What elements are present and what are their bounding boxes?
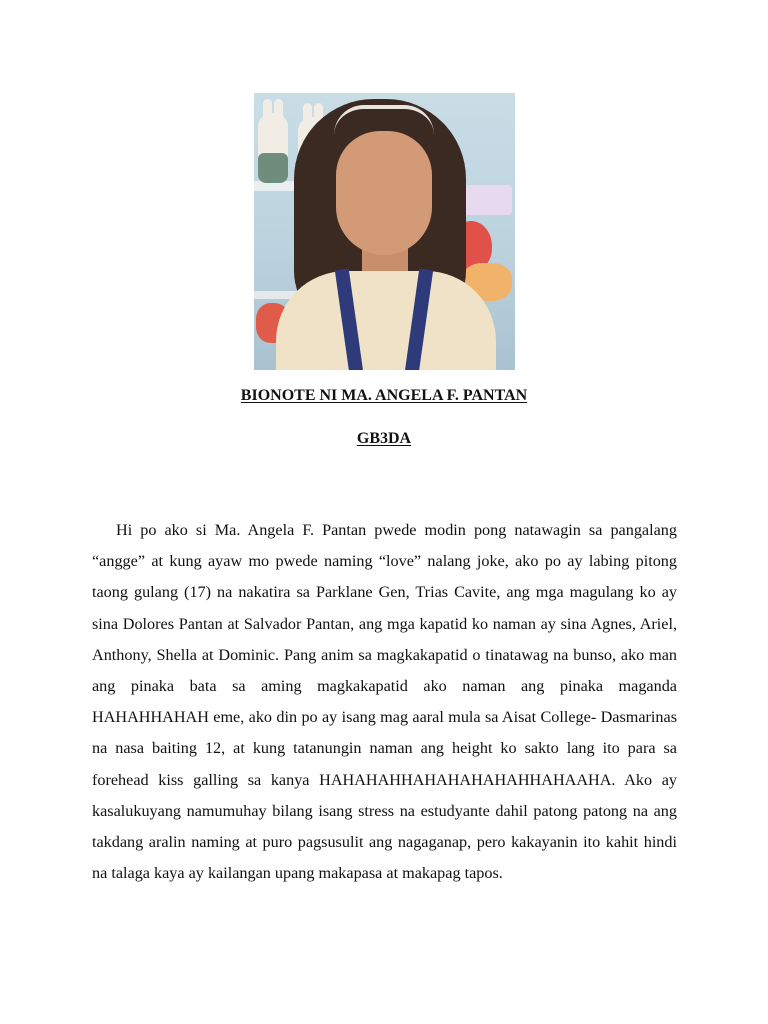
photo-hairband (334, 105, 434, 135)
document-subtitle: GB3DA (356, 430, 412, 447)
document-title: BIONOTE NI MA. ANGELA F. PANTAN (240, 387, 528, 404)
photo-shirt (276, 271, 496, 370)
photo-face (336, 131, 432, 255)
bionote-paragraph: Hi po ako si Ma. Angela F. Pantan pwede modin pong natawagin sa pangalang “angge” at kung ayaw mo pwede naming “love” nalang joke, ako po ay labing pitong taong gulang (17) na nakatira sa Parklane Gen, Trias Cavite, ang mga magulang ko ay sina Dolores Pantan at Salvador Pantan, ang mga kapatid ko naman ay sina Agnes, Ariel, Anthony, Shella at Dominic. Pang anim sa magkakapatid o tinatawag na bunso, ako man ang pinaka bata sa aming magkakapatid ako naman ang pinaka maganda HAHAHHAHAH eme, ako din po ay isang mag aaral mula sa Aisat College- Dasmarinas na nasa baiting 12, at kung tatanungin naman ang height ko sakto lang ito para sa forehead kiss galling sa kanya HAHAHAHHAHAHAHAHAHHAHAAHA. Ako ay kasalukuyang namumuhay bilang isang stress na estudyante dahil patong patong na ang takdang aralin naming at puro pagsusulit ang nagaganap, pero kakayanin ito kahit hindi na talaga kaya ay kailangan upang makapasa at makapag tapos. (92, 521, 677, 883)
portrait-photo (254, 93, 515, 370)
plush-bunny-left (258, 113, 288, 183)
